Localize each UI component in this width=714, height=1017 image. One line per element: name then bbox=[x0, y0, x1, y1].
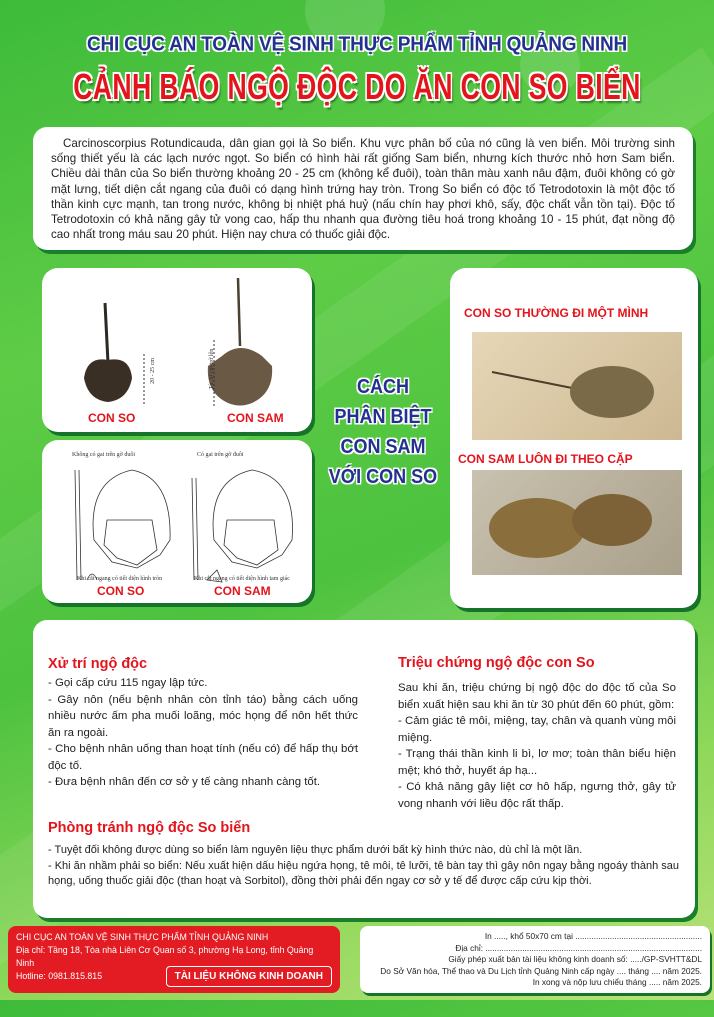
treatment-item: - Đưa bệnh nhân đến cơ sở y tế càng nhanh càng tốt. bbox=[48, 776, 321, 788]
con-so-photo bbox=[42, 268, 312, 432]
sam-size-label: Từ 30 cm trở lên bbox=[209, 348, 216, 390]
so-alone-photo bbox=[472, 332, 682, 440]
con-so-diagram-label: CON SO bbox=[97, 584, 145, 598]
compare-title-line: VỚI CON SO bbox=[328, 466, 438, 488]
prevention-item: - Khi ăn nhầm phải so biển: Nếu xuất hiện dấu hiệu ngứa họng, tê môi, tê lưỡi, tê bàn tay thì gây nôn ngay bằng ngoáy thành sau họng, uống thuốc giải độc (than hoạt và Sorbitol), đồng thời phải đến ngay cơ sở y tế để được cấp cứu kịp thời. bbox=[48, 859, 680, 887]
sam-bottom-note: Khi cắt ngang có tiết diện hình tam giác bbox=[194, 576, 290, 582]
sam-pair-photo bbox=[472, 470, 682, 575]
agency-title: CHI CỤC AN TOÀN VỆ SINH THỰC PHẨM TỈNH QUẢNG NINH bbox=[86, 33, 628, 56]
so-alone-label: CON SO THƯỜNG ĐI MỘT MÌNH bbox=[464, 306, 649, 320]
intro-text: Carcinoscorpius Rotundicauda, dân gian gọi là So biển. Khu vực phân bố của nó cũng là ven biển. Môi trường sinh sống thiết yếu là các lạch nước ngọt. So biển có hình hài rất giống Sam biển, nhưng kích thước nhỏ hơn Sam biển. Chiều dài thân của So biển thường khoảng 20 - 25 cm (không kể đuôi), toàn thân màu xanh nâu đậm, đuôi không có gờ mặt lưng, tiết diện cắt ngang của đuôi có dạng hình trứng hay tròn. Trong So biển có độc tố Tetrodotoxin là một độc tố thần kinh cực mạnh, tan trong nước, không bị nhiệt phá huỷ (nấu chín hay phơi khô, sấy, độc chất vẫn tồn tại). Độc tố Tetrodotoxin có khả năng gây tử vong cao, hấp thu nhanh qua đường tiêu hoá trong khoảng 10 - 15 phút, đạt nồng độ cao nhất trong máu sau 20 phút. Hiện nay chưa có thuốc giải độc. bbox=[51, 137, 675, 242]
print-line: Giấy phép xuất bản tài liệu không kinh doanh số: ...../GP-SVHTT&DL bbox=[448, 954, 702, 964]
sam-pair-label: CON SAM LUÔN ĐI THEO CẶP bbox=[458, 452, 633, 466]
treatment-item: - Cho bệnh nhân uống than hoạt tính (nếu có) để hấp thụ bớt độc tố. bbox=[48, 743, 358, 772]
prevention-item: - Tuyệt đối không được dùng so biển làm nguyên liệu thực phẩm dưới bất kỳ hình thức nào, dù chỉ là một lần. bbox=[48, 844, 583, 856]
footer-org: CHI CỤC AN TOÀN VỆ SINH THỰC PHẨM TỈNH QUẢNG NINH bbox=[16, 932, 269, 942]
symptom-item: - Cảm giác tê môi, miệng, tay, chân và quanh vùng môi miệng. bbox=[398, 715, 676, 744]
behavior-panel bbox=[450, 268, 698, 608]
treatment-title: Xử trí ngộ độc bbox=[48, 656, 148, 672]
sam-top-note: Có gai trên gờ đuôi bbox=[197, 452, 244, 458]
compare-title-line: CON SAM bbox=[340, 436, 426, 458]
treatment-list bbox=[48, 675, 358, 791]
print-line: Do Sở Văn hóa, Thể thao và Du Lịch tỉnh Quảng Ninh cấp ngày .... tháng .... năm 2025. bbox=[380, 965, 702, 976]
page-title: CẢNH BÁO NGỘ ĐỘC DO ĂN CON SO BIỂN bbox=[73, 66, 641, 107]
diagram-panel bbox=[42, 440, 312, 603]
con-sam-label: CON SAM bbox=[227, 411, 284, 425]
footer-contact bbox=[8, 926, 340, 993]
symptom-item: - Trạng thái thần kinh li bì, lơ mơ; toàn thân biểu hiện mệt; khó thở, huyết áp hạ... bbox=[398, 748, 676, 777]
print-line: In xong và nộp lưu chiểu tháng ..... năm 2025. bbox=[532, 977, 702, 987]
prevention-list bbox=[48, 843, 688, 890]
print-line: In ....., khổ 50x70 cm tại ....................................................... bbox=[484, 931, 702, 941]
treatment-item: - Gây nôn (nếu bệnh nhân còn tỉnh táo) bằng cách uống nhiều nước ấm pha muối loãng, móc họng để nôn hết thức ăn ra ngoài. bbox=[48, 693, 358, 739]
footer-address: Địa chỉ: Tầng 18, Tòa nhà Liên Cơ Quan số 3, phường Hạ Long, tỉnh Quảng Ninh bbox=[16, 945, 314, 968]
prevention-title: Phòng tránh ngộ độc So biển bbox=[48, 820, 251, 836]
intro-box bbox=[33, 127, 693, 250]
print-line: Địa chỉ: .............................................................................................. bbox=[455, 942, 702, 953]
compare-title-line: PHÂN BIỆT bbox=[334, 406, 432, 428]
symptoms-title: Triệu chứng ngộ độc con So bbox=[398, 655, 595, 671]
so-size-label: 20 - 25 cm bbox=[149, 358, 156, 384]
non-commercial-badge: TÀI LIỆU KHÔNG KINH DOANH bbox=[166, 966, 332, 987]
symptom-item: - Có khả năng gây liệt cơ hô hấp, ngưng thở, gây tử vong nhanh với liều độc rất thấp. bbox=[398, 781, 676, 810]
compare-title bbox=[325, 372, 442, 492]
treatment-item: - Gọi cấp cứu 115 ngay lập tức. bbox=[48, 677, 208, 689]
footer-print-info bbox=[360, 926, 710, 993]
compare-title-line: CÁCH bbox=[356, 376, 410, 398]
symptom-item: Sau khi ăn, triệu chứng bị ngộ độc do độc tố của So biển xuất hiện sau khi ăn từ 30 phút đến 60 phút, gồm: bbox=[398, 682, 676, 711]
con-so-label: CON SO bbox=[88, 411, 136, 425]
footer-hotline: Hotline: 0981.815.815 bbox=[16, 971, 103, 981]
symptoms-list bbox=[398, 680, 676, 812]
so-top-note: Không có gai trên gờ đuôi bbox=[72, 452, 135, 458]
con-sam-diagram-label: CON SAM bbox=[214, 584, 271, 598]
so-bottom-note: Khi cắt ngang có tiết diện hình tròn bbox=[77, 576, 163, 582]
photo-panel bbox=[42, 268, 312, 432]
